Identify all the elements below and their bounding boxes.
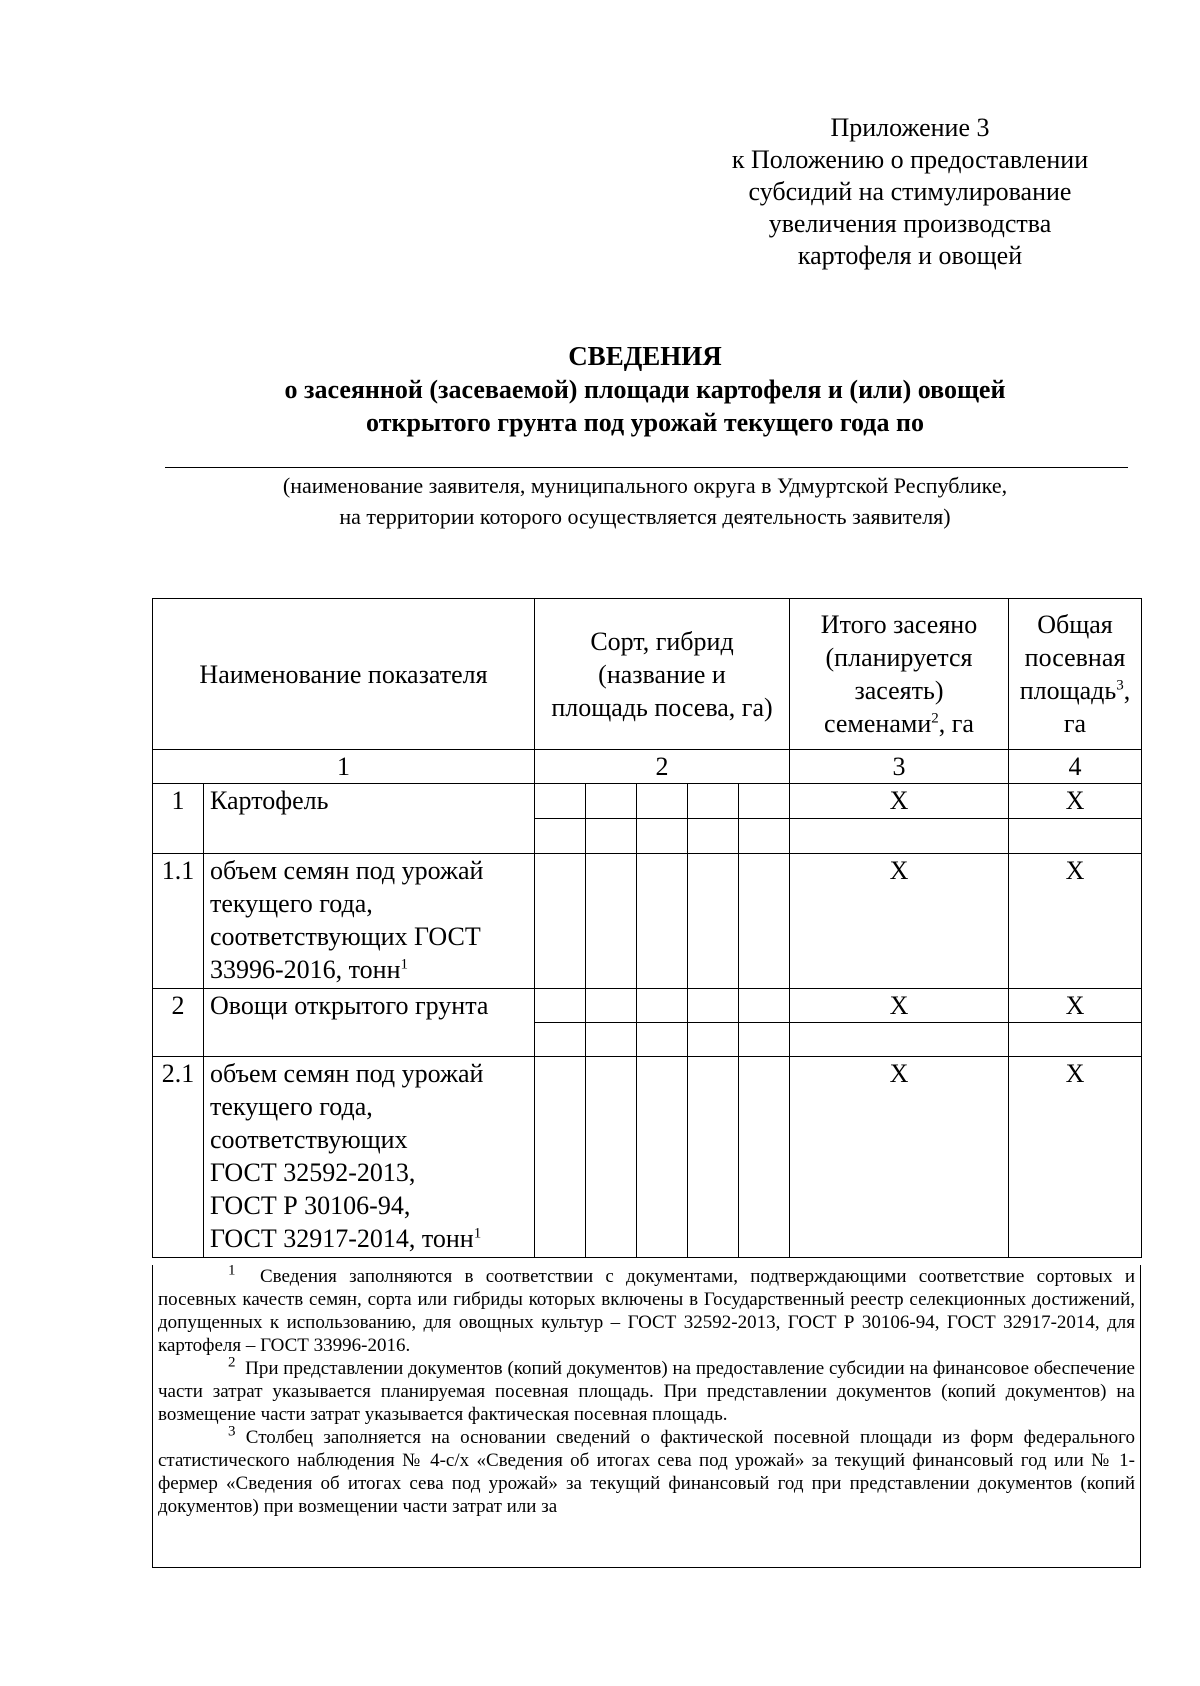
column-number-row — [153, 750, 1142, 784]
applicant-fill-line[interactable] — [165, 467, 1128, 468]
row-label: объем семян под урожай текущего года, соответствующих ГОСТ 33996-2016, тонн$^1$ — [204, 854, 535, 989]
variety-cell[interactable] — [688, 1057, 739, 1258]
table-row — [153, 1057, 1142, 1258]
document-subtitle-line: о засеянной (засеваемой) площади картофеля и (или) овощей — [284, 375, 1006, 404]
total-sown-cell: X — [790, 784, 1009, 819]
column-number: 4 — [1009, 750, 1142, 784]
total-sown-cell[interactable] — [790, 819, 1009, 854]
header-row — [153, 599, 1142, 750]
variety-cell[interactable] — [535, 784, 586, 819]
column-number: 2 — [535, 750, 790, 784]
footnote: $^2$ При представлении документов (копий документов) на предоставление субсидии на финансовое обеспечение части затрат указывается планируемая посевная площадь. При представлении документов (копий документов) на возмещение части затрат указывается фактическая посевная площадь. — [158, 1354, 1135, 1425]
total-sown-cell: X — [790, 989, 1009, 1023]
variety-cell[interactable] — [688, 854, 739, 989]
table-row — [153, 989, 1142, 1023]
variety-cell[interactable] — [637, 784, 688, 819]
appendix-line: увеличения производства — [768, 209, 1052, 238]
column-number: 1 — [153, 750, 535, 784]
variety-cell[interactable] — [688, 989, 739, 1023]
variety-cell[interactable] — [586, 1023, 637, 1057]
variety-cell[interactable] — [535, 989, 586, 1023]
row-label: Картофель — [204, 784, 535, 854]
variety-cell[interactable] — [586, 819, 637, 854]
variety-cell[interactable] — [637, 1057, 688, 1258]
appendix-line: субсидий на стимулирование — [748, 177, 1072, 206]
variety-cell[interactable] — [535, 1057, 586, 1258]
variety-cell[interactable] — [586, 989, 637, 1023]
variety-cell[interactable] — [739, 784, 790, 819]
variety-cell[interactable] — [688, 1023, 739, 1057]
variety-cell[interactable] — [739, 1023, 790, 1057]
row-label: объем семян под урожай текущего года, соответствующих ГОСТ 32592-2013, ГОСТ Р 30106-94, ГОСТ 32917-2014, тонн$^1$ — [204, 1057, 535, 1258]
footnotes — [152, 1265, 1141, 1568]
variety-cell[interactable] — [739, 854, 790, 989]
variety-cell[interactable] — [535, 819, 586, 854]
appendix-line: к Положению о предоставлении — [731, 145, 1089, 174]
variety-cell[interactable] — [637, 1023, 688, 1057]
total-sown-cell: X — [790, 1057, 1009, 1258]
variety-cell[interactable] — [637, 819, 688, 854]
total-sown-cell: X — [790, 854, 1009, 989]
variety-cell[interactable] — [637, 854, 688, 989]
variety-cell[interactable] — [535, 1023, 586, 1057]
row-number: 2 — [153, 989, 204, 1057]
variety-cell[interactable] — [739, 989, 790, 1023]
row-number: 1.1 — [153, 854, 204, 989]
table-row — [153, 854, 1142, 989]
total-area-cell: X — [1009, 784, 1142, 819]
total-sown-cell[interactable] — [790, 1023, 1009, 1057]
document-title: СВЕДЕНИЯ — [568, 341, 722, 371]
total-area-cell: X — [1009, 1057, 1142, 1258]
fill-hint-line: на территории которого осуществляется деятельность заявителя) — [339, 504, 951, 529]
appendix-reference — [690, 112, 1130, 272]
column-number: 3 — [790, 750, 1009, 784]
data-table — [152, 598, 1142, 1258]
variety-cell[interactable] — [739, 819, 790, 854]
header-total-area: Общая посевная площадь$^3$, га — [1009, 599, 1142, 750]
applicant-fill-hint — [150, 470, 1140, 532]
header-indicator-name: Наименование показателя — [153, 599, 535, 750]
footnote: $^1$ Сведения заполняются в соответствии с документами, подтверждающими соответствие сортовых и посевных качеств семян, сорта или гибриды которых включены в Государственный реестр селекционных достижений, допущенных к использованию, для овощных культур – ГОСТ 32592-2013, ГОСТ Р 30106-94, ГОСТ 32917-2014, для картофеля – ГОСТ 33996-2016. — [158, 1265, 1135, 1356]
document-subtitle-line: открытого грунта под урожай текущего года по — [366, 408, 924, 437]
variety-cell[interactable] — [535, 854, 586, 989]
total-area-cell: X — [1009, 854, 1142, 989]
fill-hint-line: (наименование заявителя, муниципального округа в Удмуртской Республике, — [282, 473, 1008, 498]
variety-cell[interactable] — [739, 1057, 790, 1258]
appendix-line: Приложение 3 — [830, 113, 990, 142]
table-row — [153, 784, 1142, 819]
variety-cell[interactable] — [637, 989, 688, 1023]
total-area-cell[interactable] — [1009, 819, 1142, 854]
footnote: $^3$ Столбец заполняется на основании сведений о фактической посевной площади из форм федерального статистического наблюдения № 4-с/х «Сведения об итогах сева под урожай» за текущий финансовый год или № 1-фермер «Сведения об итогах сева под урожай» за текущий финансовый год при представлении документов (копий документов) при возмещении части затрат или за — [158, 1423, 1135, 1517]
variety-cell[interactable] — [688, 784, 739, 819]
appendix-line: картофеля и овощей — [797, 241, 1023, 270]
variety-cell[interactable] — [688, 819, 739, 854]
total-area-cell: X — [1009, 989, 1142, 1023]
header-variety-hybrid: Сорт, гибрид (название и площадь посева, га) — [535, 599, 790, 750]
variety-cell[interactable] — [586, 1057, 637, 1258]
total-area-cell[interactable] — [1009, 1023, 1142, 1057]
row-number: 2.1 — [153, 1057, 204, 1258]
variety-cell[interactable] — [586, 784, 637, 819]
row-number: 1 — [153, 784, 204, 854]
document-heading — [150, 340, 1140, 439]
row-label: Овощи открытого грунта — [204, 989, 535, 1057]
header-total-sown: Итого засеяно (планируется засеять) семенами$^2$, га — [790, 599, 1009, 750]
variety-cell[interactable] — [586, 854, 637, 989]
